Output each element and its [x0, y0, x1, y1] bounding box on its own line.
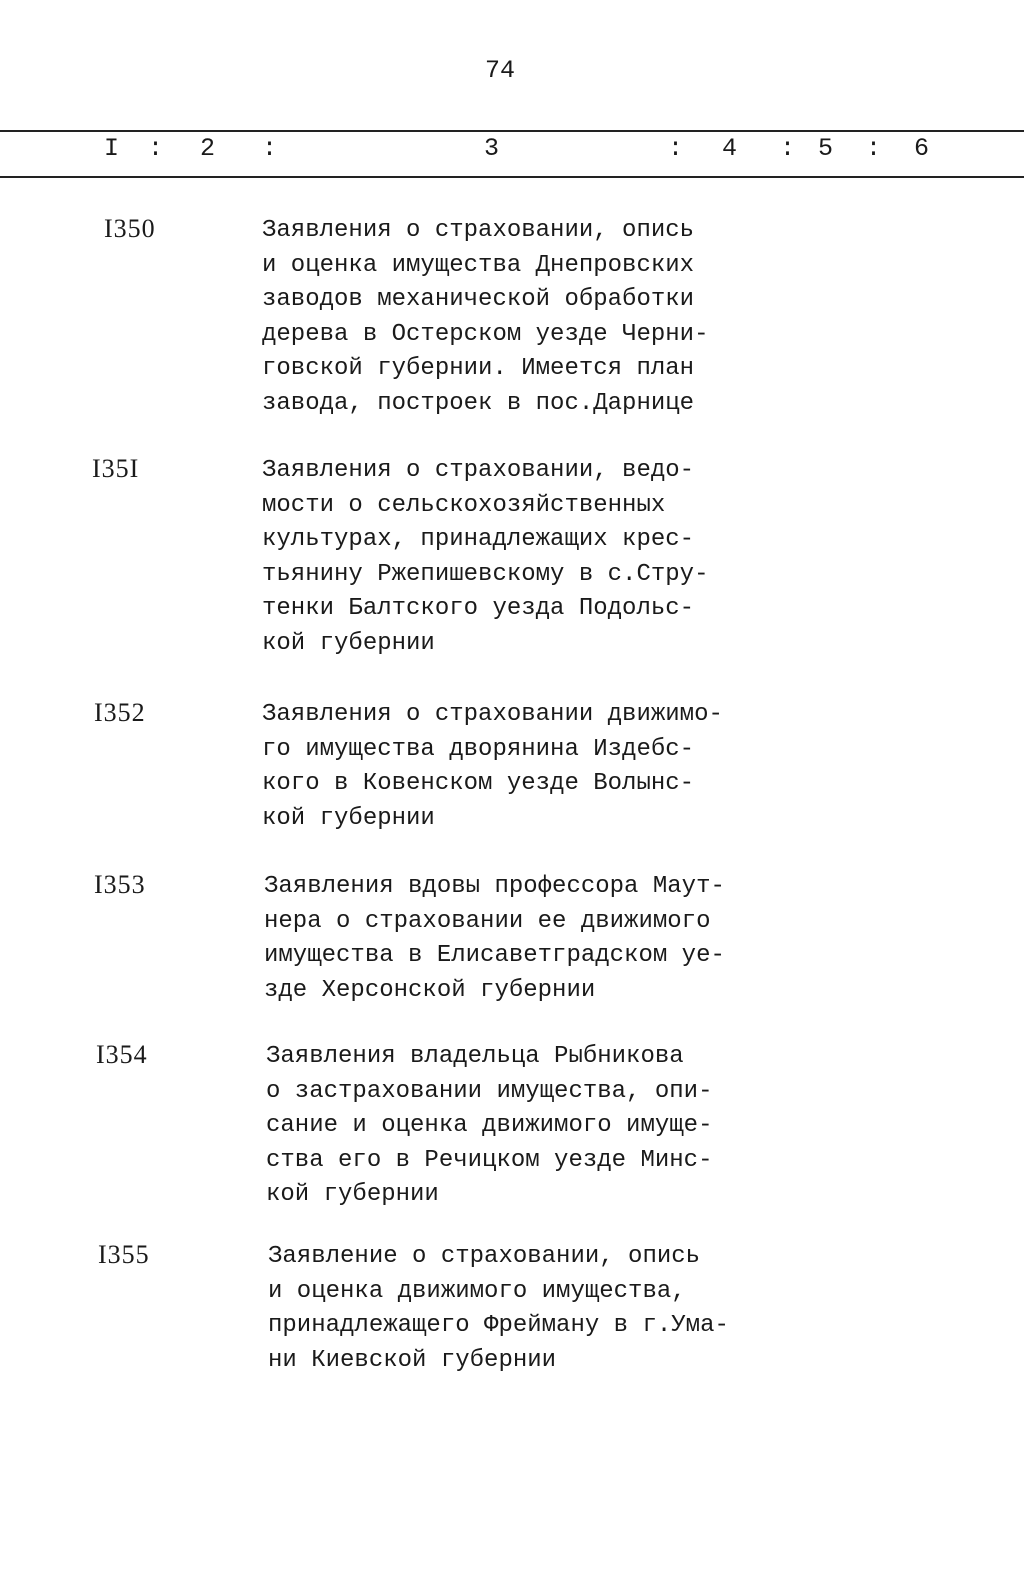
description-line: дерева в Остерском уезде Черни-: [262, 320, 709, 348]
description-line: тенки Балтского уезда Подольс-: [262, 595, 695, 622]
entry-description: [264, 870, 734, 1008]
description-line: ни Киевской губернии: [268, 1346, 557, 1374]
entry-number: I353: [94, 870, 146, 899]
page-number: 74: [484, 56, 515, 85]
column-header-row: [0, 134, 1024, 170]
entry-number: I354: [96, 1040, 148, 1069]
description-line: Заявления владельца Рыбникова: [266, 1043, 684, 1070]
column-separator: :: [668, 134, 684, 163]
column-separator: :: [148, 134, 164, 163]
description-line: Заявления о страховании, ведо-: [262, 457, 695, 484]
description-line: тьянину Ржепишевскому в с.Стру-: [262, 560, 709, 588]
entry-description: [266, 1040, 736, 1213]
entry-number: I35I: [92, 454, 140, 483]
description-line: о застраховании имущества, опи-: [266, 1077, 713, 1105]
column-separator: :: [262, 134, 278, 163]
description-line: и оценка имущества Днепровских: [262, 251, 695, 279]
column-header-2: 2: [200, 134, 216, 163]
description-line: нера о страховании ее движимого: [264, 907, 711, 935]
description-line: го имущества дворянина Издебс-: [262, 735, 695, 763]
entry-description: [262, 454, 732, 661]
description-line: кой губернии: [266, 1181, 439, 1208]
column-header-3: 3: [484, 134, 500, 163]
description-line: кой губернии: [262, 629, 435, 657]
entry-description: [262, 214, 732, 421]
header-bottom-rule: [0, 176, 1024, 178]
description-line: Заявления о страховании движимо-: [262, 701, 723, 728]
column-separator: :: [780, 134, 796, 163]
description-line: имущества в Елисаветградском уе-: [264, 942, 725, 969]
description-line: и оценка движимого имущества,: [268, 1277, 686, 1305]
entry-number: I350: [104, 214, 156, 243]
description-line: завода, построек в пос.Дарнице: [262, 389, 695, 417]
column-header-5: 5: [818, 134, 834, 163]
entry-number: I352: [94, 698, 146, 727]
description-line: культурах, принадлежащих крес-: [262, 526, 695, 553]
description-line: говской губернии. Имеется план: [262, 355, 695, 382]
description-line: принадлежащего Фрейману в г.Ума-: [268, 1312, 729, 1339]
column-separator: :: [866, 134, 882, 163]
entry-description: [268, 1240, 738, 1378]
description-line: заводов механической обработки: [262, 286, 695, 313]
description-line: ства его в Речицком уезде Минс-: [266, 1146, 713, 1174]
description-line: зде Херсонской губернии: [264, 976, 596, 1004]
description-line: Заявления вдовы профессора Маут-: [264, 873, 725, 900]
entry-number: I355: [98, 1240, 150, 1269]
description-line: кой губернии: [262, 804, 435, 832]
header-top-rule: [0, 130, 1024, 132]
description-line: мости о сельскохозяйственных: [262, 491, 666, 519]
entry-description: [262, 698, 732, 836]
description-line: Заявление о страховании, опись: [268, 1243, 701, 1270]
description-line: сание и оценка движимого имуще-: [266, 1112, 713, 1139]
column-header-1: I: [104, 134, 120, 163]
column-header-4: 4: [722, 134, 738, 163]
description-line: Заявления о страховании, опись: [262, 217, 695, 244]
column-header-6: 6: [914, 134, 930, 163]
description-line: кого в Ковенском уезде Волынс-: [262, 770, 695, 797]
